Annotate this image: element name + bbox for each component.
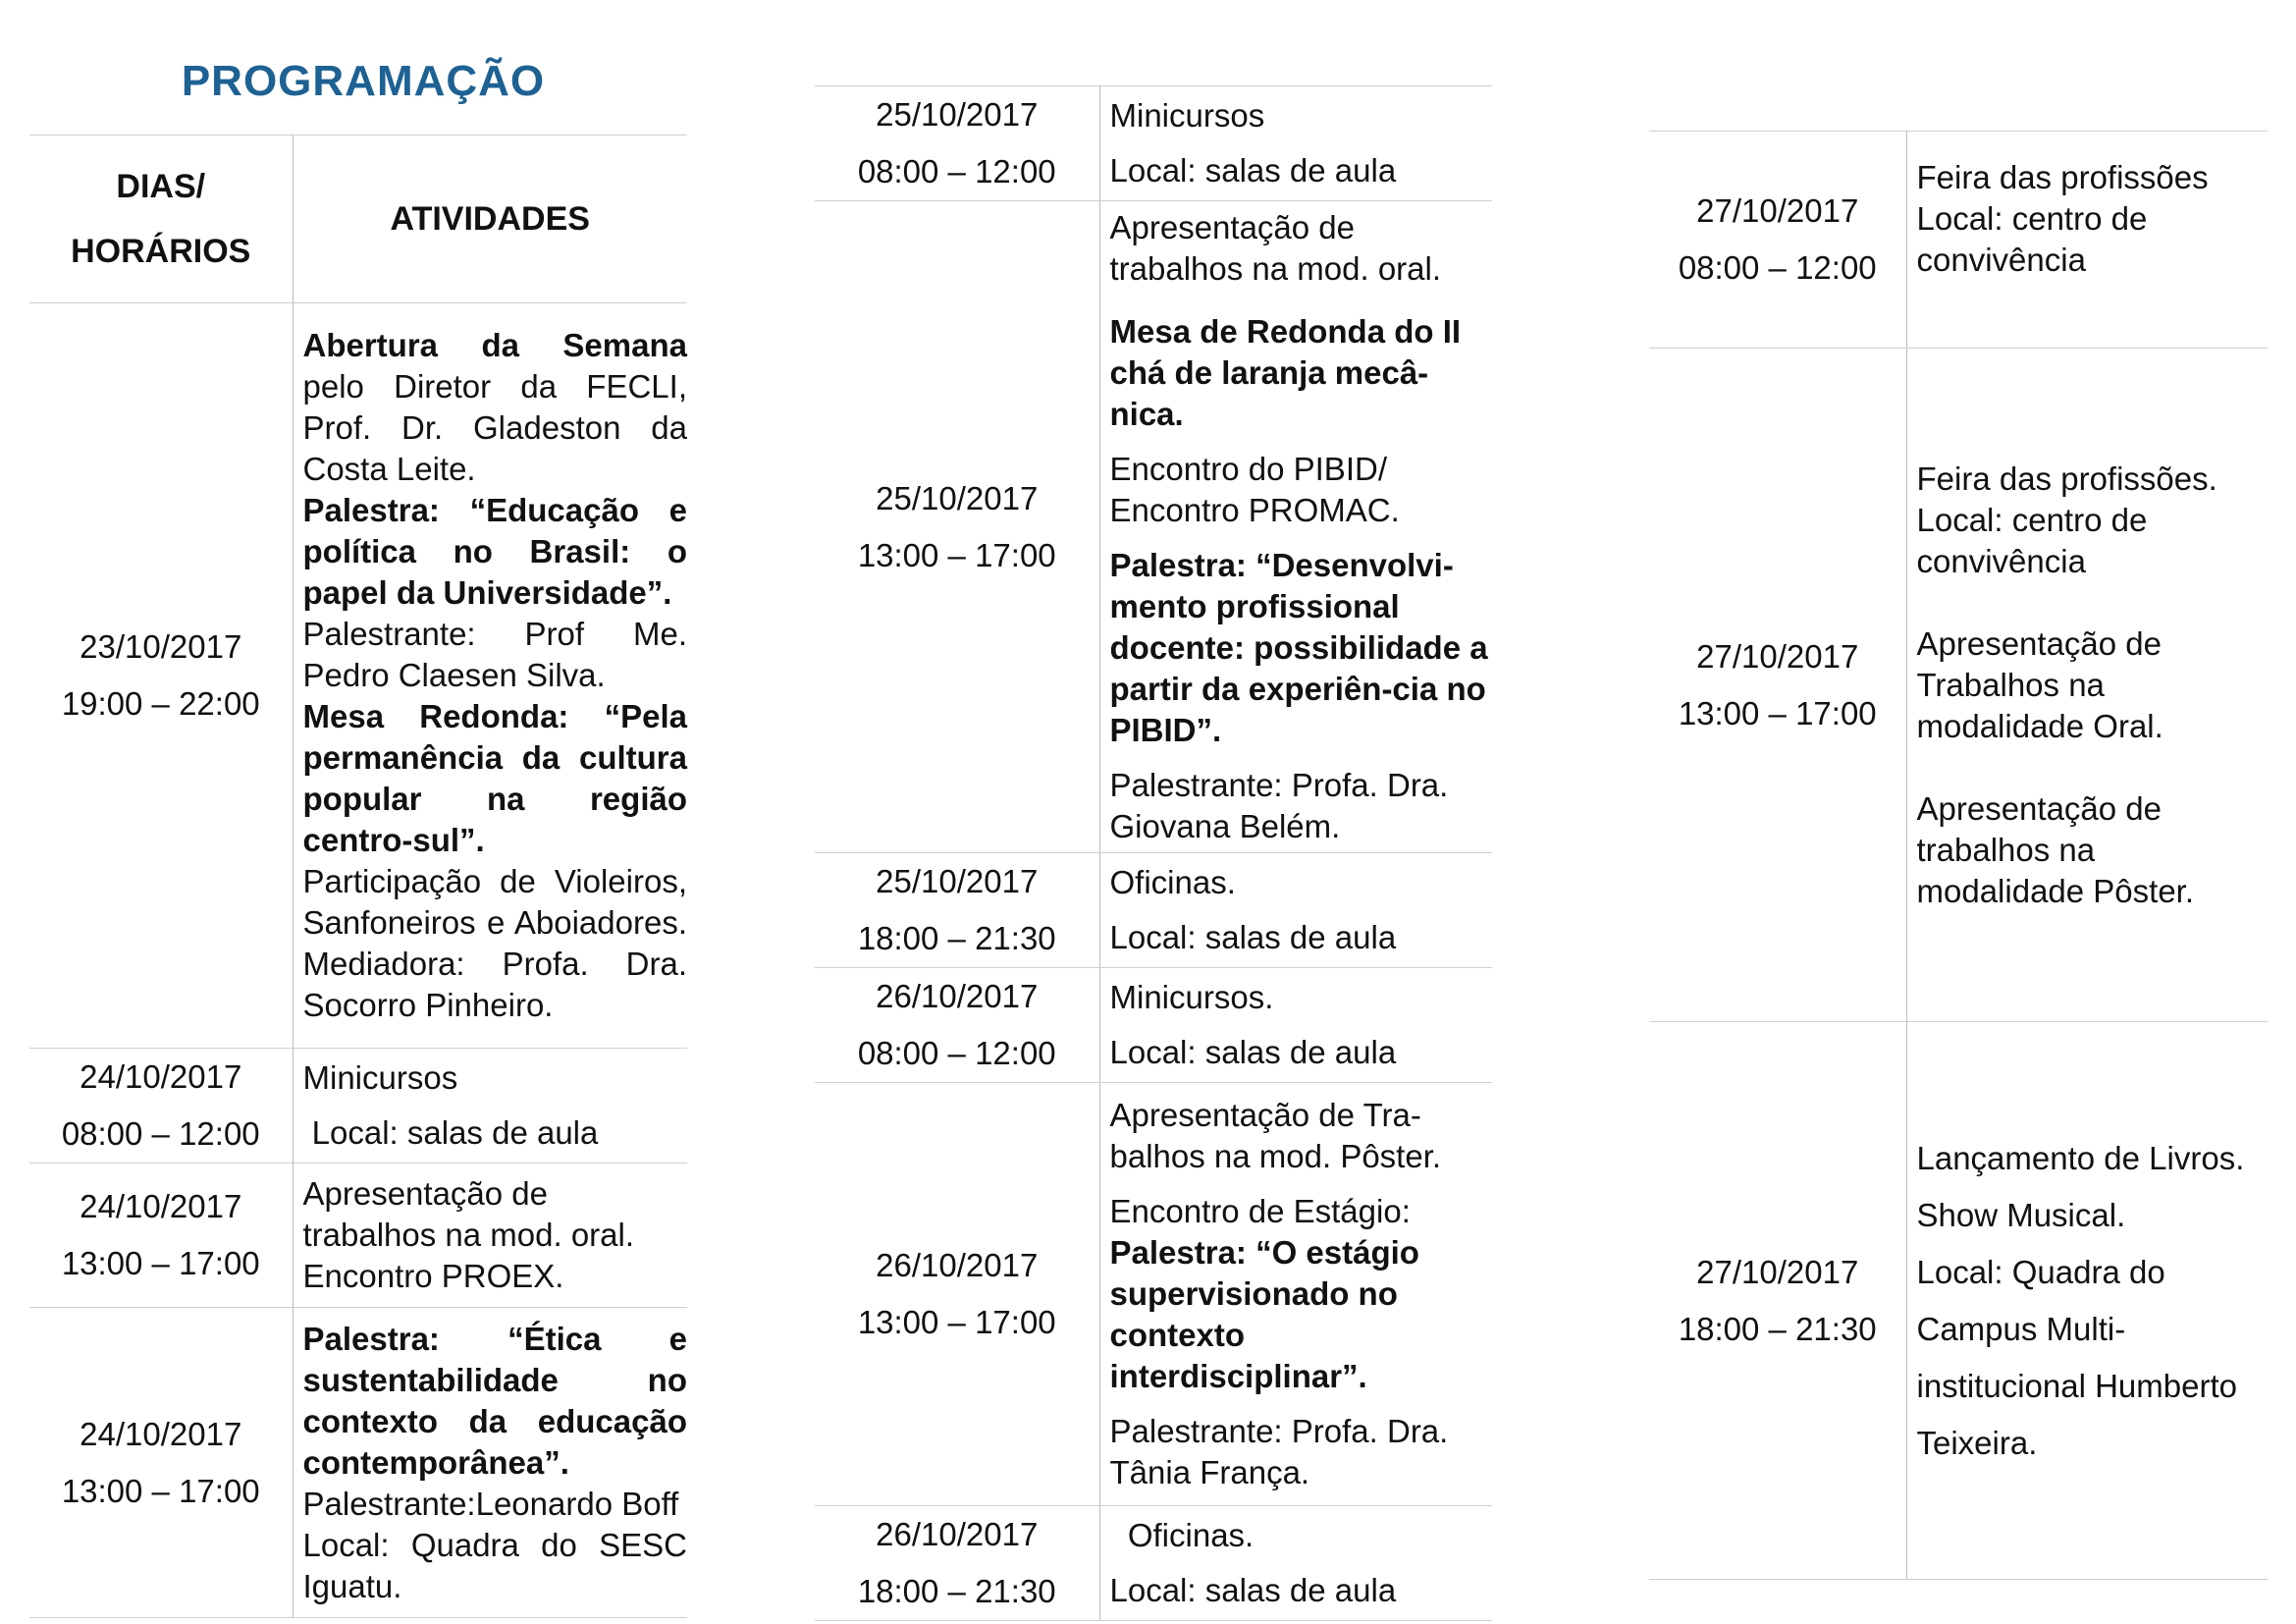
activity-detail: Apresentação de trabalhos na modalidade Pôster.	[1916, 789, 2195, 909]
activity-detail: Apresentação de Tra-balhos na mod. Pôster.	[1109, 1097, 1442, 1174]
activity-location: Local: salas de aula	[1109, 152, 1397, 189]
activity-location: Local: centro de convivência	[1916, 501, 2148, 579]
date: 25/10/2017	[876, 863, 1039, 899]
table-row	[815, 86, 1492, 201]
activity-detail: Minicursos	[302, 1059, 458, 1096]
date-cell	[29, 1049, 293, 1164]
date-cell	[815, 853, 1099, 968]
header-dias-line2: HORÁRIOS	[71, 233, 251, 270]
time: 19:00 – 22:00	[61, 685, 260, 722]
activity-title: Abertura da Semana	[302, 327, 687, 363]
activity-title: Palestra: “O estágio supervisionado no contexto interdisciplinar”.	[1109, 1234, 1419, 1394]
time: 13:00 – 17:00	[857, 536, 1056, 573]
activity-detail: Encontro PROEX.	[302, 1258, 564, 1294]
date: 27/10/2017	[1696, 1253, 1859, 1290]
activity-title: Mesa Redonda: “Pela permanência da cultura popular na região centro-sul”.	[302, 698, 687, 858]
time: 13:00 – 17:00	[1678, 694, 1877, 731]
activity-cell	[1099, 968, 1492, 1083]
table-row	[815, 201, 1492, 853]
activity-cell	[1906, 349, 2268, 1022]
header-dias	[29, 135, 293, 303]
activity-cell	[293, 1308, 687, 1618]
activity-cell	[1906, 132, 2268, 349]
activity-location: Local: Quadra do Campus Multi-institucional Humberto Teixeira.	[1916, 1253, 2237, 1461]
date-cell	[29, 1308, 293, 1618]
date-cell	[1649, 132, 1906, 349]
table-row	[29, 1049, 687, 1164]
activity-detail: Lançamento de Livros.	[1916, 1139, 2245, 1176]
activity-location: Local: salas de aula	[1109, 1034, 1397, 1070]
table-row	[29, 1308, 687, 1618]
time: 18:00 – 21:30	[1678, 1310, 1877, 1347]
activity-cell	[1099, 86, 1492, 201]
activity-detail: Show Musical.	[1916, 1196, 2126, 1233]
activity-detail: Participação de Violeiros, Sanfoneiros e Aboiadores. Mediadora: Profa. Dra. Socorro Pinheiro.	[302, 863, 687, 1023]
date-cell	[29, 1164, 293, 1308]
activity-detail: Feira das profissões	[1916, 159, 2209, 195]
activity-title: Palestra: “Ética e sustentabilidade no contexto da educação contemporânea”.	[302, 1320, 687, 1481]
table-row	[1649, 349, 2268, 1022]
date: 27/10/2017	[1696, 192, 1859, 229]
schedule-table-3	[1649, 131, 2268, 1580]
activity-location: Local: salas de aula	[1109, 1572, 1397, 1608]
date: 25/10/2017	[876, 479, 1039, 516]
header-dias-line1: DIAS/	[116, 168, 206, 205]
activity-detail: Apresentação de Trabalhos na modalidade Oral.	[1916, 624, 2163, 744]
activity-cell	[293, 303, 687, 1049]
activity-title: Palestra: “Desenvolvi-mento profissional docente: possibilidade a partir da experiên-cia no PIBID”.	[1109, 546, 1488, 748]
activity-detail: pelo Diretor da FECLI, Prof. Dr. Gladeston da Costa Leite.	[302, 368, 687, 487]
table-row	[815, 853, 1492, 968]
date-cell	[815, 1083, 1099, 1506]
date-cell	[815, 201, 1099, 853]
activity-cell	[293, 1164, 687, 1308]
date-cell	[1649, 1022, 1906, 1580]
date-cell	[815, 1506, 1099, 1621]
time: 18:00 – 21:30	[857, 1573, 1056, 1609]
activity-detail: Apresentação de trabalhos na mod. oral.	[1109, 208, 1442, 287]
date-cell	[29, 303, 293, 1049]
activity-cell	[1099, 1506, 1492, 1621]
table-row	[29, 303, 687, 1049]
activity-detail: Oficinas.	[1109, 1517, 1255, 1553]
activity-detail: Encontro de Estágio:	[1109, 1193, 1411, 1229]
activity-detail: Feira das profissões.	[1916, 460, 2217, 497]
activity-cell	[1906, 1022, 2268, 1580]
header-atividades: ATIVIDADES	[293, 135, 687, 303]
activity-location: Local: centro de convivência	[1916, 200, 2148, 278]
date-cell	[815, 968, 1099, 1083]
time: 13:00 – 17:00	[61, 1472, 260, 1509]
time: 08:00 – 12:00	[61, 1115, 260, 1152]
activity-detail: Palestrante: Prof Me. Pedro Claesen Silva.	[302, 616, 687, 693]
page-title: PROGRAMAÇÃO	[181, 57, 546, 105]
activity-cell	[293, 1049, 687, 1164]
time: 08:00 – 12:00	[857, 153, 1056, 189]
time: 08:00 – 12:00	[857, 1035, 1056, 1071]
date: 24/10/2017	[80, 1188, 242, 1224]
activity-block	[303, 325, 688, 490]
activity-detail: Minicursos.	[1109, 979, 1274, 1015]
time: 18:00 – 21:30	[857, 920, 1056, 956]
table-row	[815, 968, 1492, 1083]
time: 13:00 – 17:00	[61, 1245, 260, 1281]
activity-detail: Palestrante: Profa. Dra. Giovana Belém.	[1109, 766, 1449, 844]
activity-title: Palestra: “Educação e política no Brasil: o papel da Universidade”.	[302, 492, 687, 611]
activity-location: Local: Quadra do SESC Iguatu.	[302, 1526, 687, 1604]
activity-detail: Apresentação de trabalhos na mod. oral.	[302, 1175, 635, 1253]
date-cell	[1649, 349, 1906, 1022]
activity-location: Local: salas de aula	[302, 1114, 599, 1151]
date: 25/10/2017	[876, 96, 1039, 133]
date-cell	[815, 86, 1099, 201]
date: 24/10/2017	[80, 1058, 242, 1095]
schedule-table-2	[815, 85, 1492, 1621]
table-row	[29, 1164, 687, 1308]
time: 08:00 – 12:00	[1678, 249, 1877, 286]
date: 23/10/2017	[80, 628, 242, 665]
activity-detail: Minicursos	[1109, 97, 1265, 134]
date: 26/10/2017	[876, 1247, 1039, 1283]
activity-cell	[1099, 1083, 1492, 1506]
activity-detail: Oficinas.	[1109, 864, 1236, 900]
date: 26/10/2017	[876, 978, 1039, 1014]
date: 26/10/2017	[876, 1516, 1039, 1552]
activity-location: Local: salas de aula	[1109, 919, 1397, 955]
table-row	[815, 1083, 1492, 1506]
activity-detail: Palestrante:Leonardo Boff	[302, 1485, 679, 1522]
table-row	[1649, 132, 2268, 349]
activity-detail: Encontro do PIBID/ Encontro PROMAC.	[1109, 450, 1400, 528]
date: 24/10/2017	[80, 1415, 242, 1452]
schedule-table-1	[29, 135, 687, 1618]
table-row	[1649, 1022, 2268, 1580]
date: 27/10/2017	[1696, 637, 1859, 675]
time: 13:00 – 17:00	[857, 1304, 1056, 1340]
activity-detail: Palestrante: Profa. Dra. Tânia França.	[1109, 1413, 1449, 1490]
activity-cell	[1099, 201, 1492, 853]
activity-title: Mesa de Redonda do II chá de laranja mecâ-nica.	[1109, 312, 1462, 432]
table-header-row	[29, 135, 687, 303]
table-row	[815, 1506, 1492, 1621]
activity-cell	[1099, 853, 1492, 968]
